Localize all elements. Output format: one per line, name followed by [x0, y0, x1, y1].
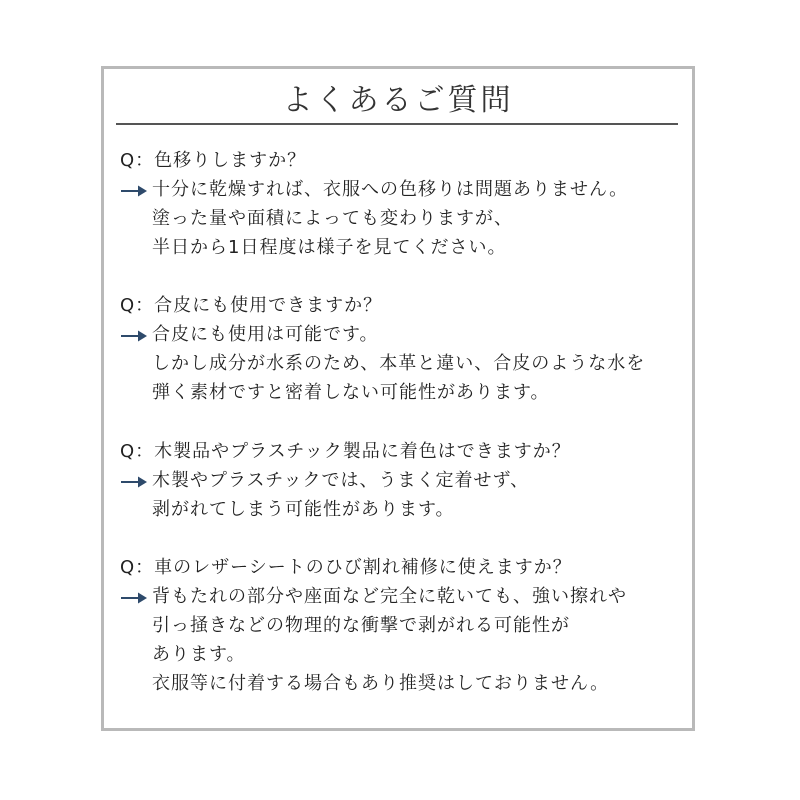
faq-question: Q：木製品やプラスチック製品に着色はできますか？	[120, 441, 571, 462]
faq-answer-line: 引っ掻きなどの物理的な衝撃で剥がれる可能性が	[152, 615, 570, 636]
faq-question: Q：色移りしますか？	[120, 150, 307, 171]
faq-answer-line: 合皮にも使用は可能です。	[152, 324, 379, 345]
right-arrow-icon	[120, 475, 148, 489]
right-arrow-icon	[120, 329, 148, 343]
faq-answer-line: 剥がれてしまう可能性があります。	[152, 499, 455, 520]
right-arrow-icon	[120, 591, 148, 605]
faq-frame	[101, 66, 695, 731]
faq-answer-line: 弾く素材ですと密着しない可能性があります。	[152, 382, 550, 403]
faq-answer-line: 木製やプラスチックでは、うまく定着せず、	[152, 470, 530, 491]
faq-answer-line: しかし成分が水系のため、本革と違い、合皮のような水を	[152, 353, 646, 374]
faq-answer-line: 背もたれの部分や座面など完全に乾いても、強い擦れや	[152, 586, 627, 607]
page-title: よくあるご質問	[282, 83, 514, 118]
faq-answer-line: あります。	[152, 644, 246, 665]
right-arrow-icon	[120, 184, 148, 198]
faq-answer-line: 衣服等に付着する場合もあり推奨はしておりません。	[152, 673, 610, 694]
faq-answer-line: 十分に乾燥すれば、衣服への色移りは問題ありません。	[152, 179, 629, 200]
faq-answer-line: 半日から1日程度は様子を見てください。	[152, 237, 507, 258]
faq-question: Q：合皮にも使用できますか？	[120, 295, 383, 316]
title-divider	[116, 123, 678, 125]
faq-question: Q：車のレザーシートのひび割れ補修に使えますか？	[120, 557, 572, 578]
faq-answer-line: 塗った量や面積によっても変わりますが、	[152, 208, 513, 229]
